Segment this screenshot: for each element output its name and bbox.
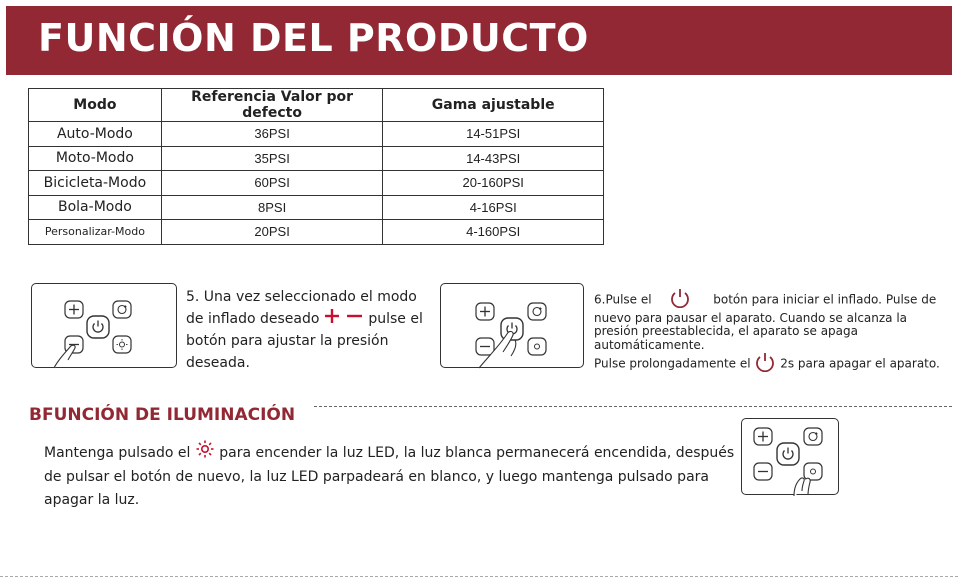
minus-icon [476, 338, 494, 355]
step5-instructions [186, 286, 436, 374]
cycle-icon [804, 428, 822, 445]
control-panel-lighting [741, 418, 839, 495]
lighting-section-title: BFUNCIÓN DE ILUMINACIÓN [29, 405, 296, 425]
column-header-default: Referencia Valor por defecto [161, 89, 383, 122]
step6-text-d: 2s para apagar el aparato. [780, 356, 940, 371]
light-icon [804, 463, 822, 480]
control-panel-step6 [440, 283, 584, 368]
plus-icon [476, 303, 494, 320]
plus-icon [65, 301, 83, 318]
step5-text-a: 5. Una vez seleccionado el modo de inflado deseado [186, 289, 417, 327]
column-header-mode: Modo [29, 89, 162, 122]
cycle-icon [528, 303, 546, 320]
table-row [29, 220, 604, 245]
bottom-divider [0, 576, 958, 577]
table-cell-default: 60PSI [161, 171, 383, 196]
step6-text-c: Pulse prolongadamente el [594, 356, 751, 371]
table-cell-default: 35PSI [161, 146, 383, 171]
step6-text-b: botón para iniciar el inflado. Pulse de nuevo para pausar el aparato. Cuando se alcanza la presión preestablecida, el aparato se apaga automáticamente. [594, 292, 937, 352]
minus-icon [754, 463, 772, 480]
light-icon [113, 336, 131, 353]
table-header-row [29, 89, 604, 122]
finger-icon [794, 478, 810, 496]
table-cell-mode: Bicicleta-Modo [29, 171, 162, 196]
lighting-text-b: para encender la luz LED, la luz blanca permanecerá encendida, después de pulsar el botón de nuevo, la luz LED parpadeará en blanco, y luego mantenga pulsado para apagar la luz. [44, 445, 735, 508]
table-cell-default: 36PSI [161, 122, 383, 147]
table-cell-range: 4-160PSI [383, 220, 604, 245]
plus-symbol-icon [325, 309, 339, 323]
plus-icon [754, 428, 772, 445]
table-cell-mode: Moto-Modo [29, 146, 162, 171]
step6-instructions [594, 288, 944, 376]
table-row [29, 146, 604, 171]
table-row [29, 122, 604, 147]
step6-text-a: 6.Pulse el [594, 292, 652, 307]
table-cell-range: 20-160PSI [383, 171, 604, 196]
lighting-instructions [44, 440, 744, 512]
table-row [29, 195, 604, 220]
table-cell-default: 20PSI [161, 220, 383, 245]
power-icon [777, 443, 799, 465]
table-row [29, 171, 604, 196]
table-cell-range: 4-16PSI [383, 195, 604, 220]
step5-text-b: pulse el botón para ajustar la presión deseada. [186, 311, 423, 371]
plus-minus-symbols [324, 308, 364, 330]
table-cell-default: 8PSI [161, 195, 383, 220]
power-icon [87, 316, 109, 338]
control-panel-step5 [31, 283, 177, 368]
table-cell-range: 14-51PSI [383, 122, 604, 147]
light-icon [528, 338, 546, 355]
lighting-text-a: Mantenga pulsado el [44, 445, 191, 461]
table-cell-mode: Bola-Modo [29, 195, 162, 220]
cycle-icon [113, 301, 131, 318]
header-banner [6, 6, 952, 75]
power-symbol-icon [754, 352, 776, 376]
light-symbol-icon [195, 440, 215, 466]
mode-table [28, 88, 604, 245]
table-cell-mode: Auto-Modo [29, 122, 162, 147]
section-divider [314, 406, 952, 407]
page-title: FUNCIÓN DEL PRODUCTO [38, 16, 589, 60]
column-header-range: Gama ajustable [383, 89, 604, 122]
table-cell-range: 14-43PSI [383, 146, 604, 171]
power-symbol-icon [669, 288, 691, 312]
table-cell-mode: Personalizar-Modo [29, 220, 162, 245]
